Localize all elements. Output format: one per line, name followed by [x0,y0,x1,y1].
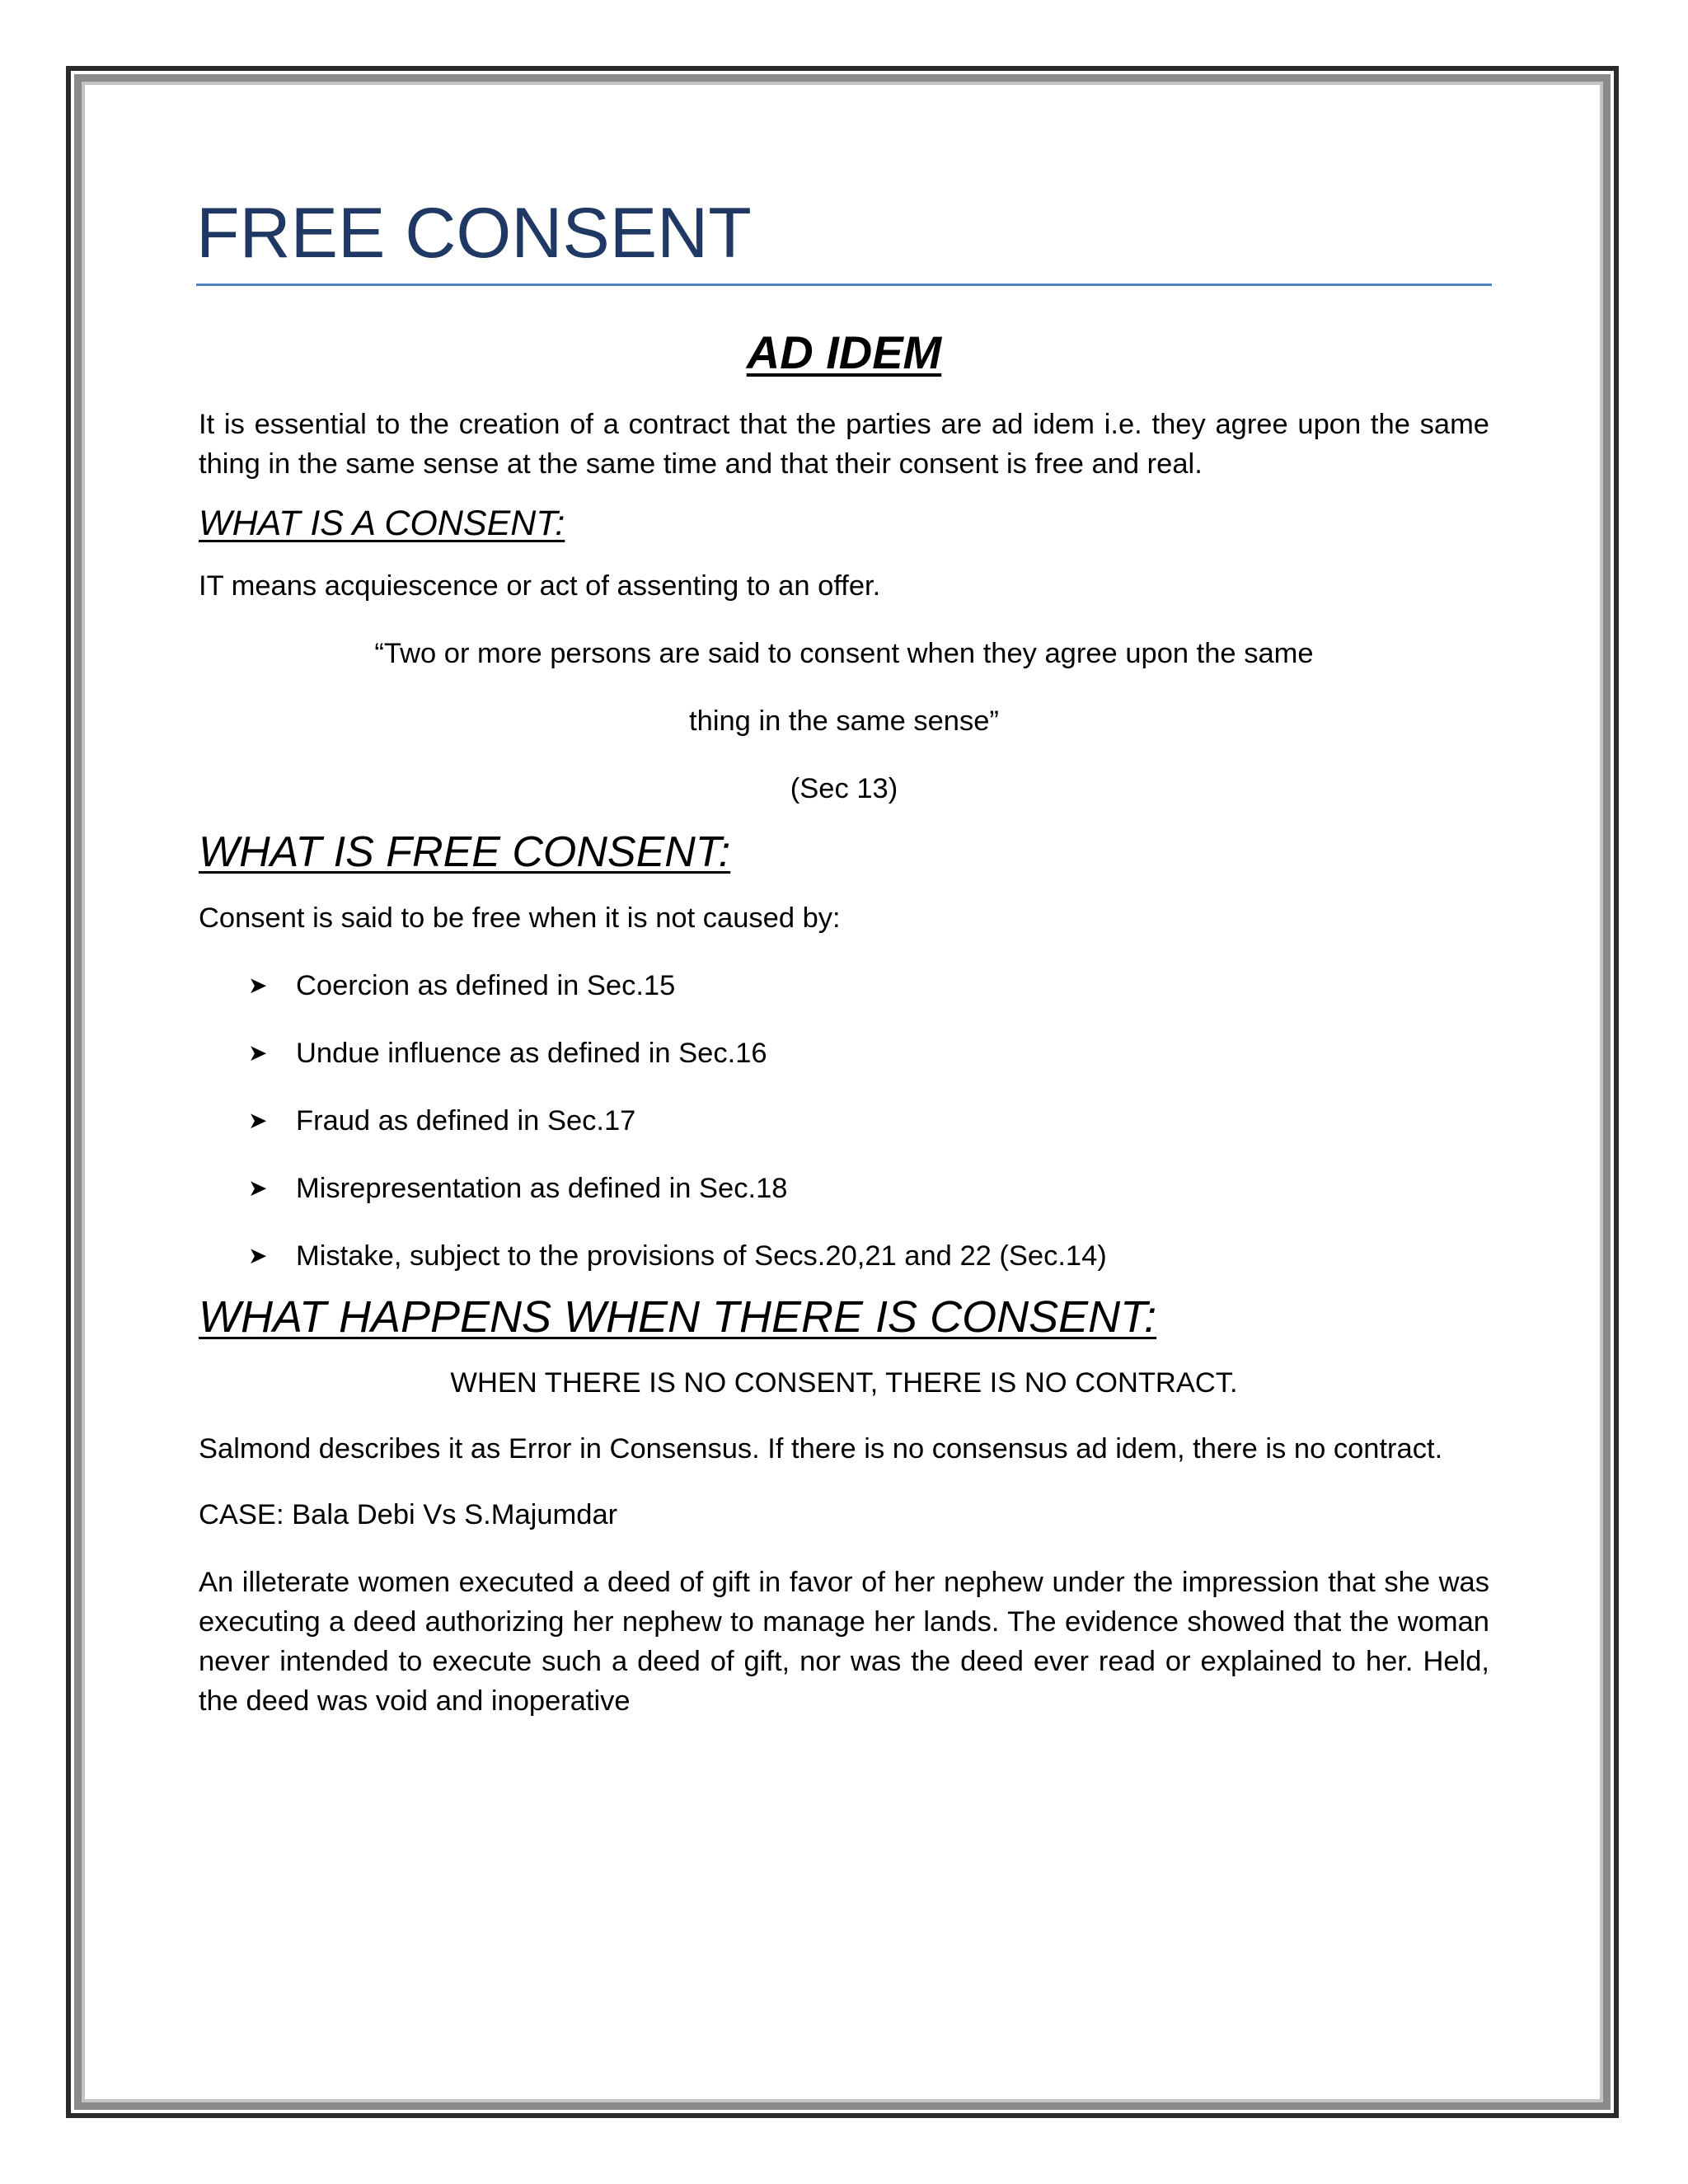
document-body [196,194,1489,1721]
list-item [199,1033,1489,1073]
quote-line-1: “Two or more persons are said to consent when they agree upon the same [374,638,1314,670]
list-item-text: Mistake, subject to the provisions of Secs.20,21 and 22 (Sec.14) [296,1240,1107,1272]
no-consent-statement: WHEN THERE IS NO CONSENT, THERE IS NO CONTRACT. [450,1367,1238,1399]
list-item-text: Misrepresentation as defined in Sec.18 [296,1172,788,1204]
list-item [199,1236,1489,1276]
quote-line-2: thing in the same sense” [689,705,999,738]
salmond-paragraph: Salmond describes it as Error in Consensus. If there is no consensus ad idem, there is no contract. [199,1433,1443,1465]
page-title: FREE CONSENT [196,198,1492,286]
ad-idem-heading: AD IDEM [746,326,942,378]
arrow-bullet-icon: ➤ [248,971,268,999]
list-item-text: Fraud as defined in Sec.17 [296,1104,636,1137]
case-description: An illeterate women executed a deed of gift in favor of her nephew under the impression that she was executing a deed authorizing her nephew to manage her lands. The evidence showed that the woman never intended to execute such a deed of gift, nor was the deed ever read or explained to her. Held, the deed was void and inoperative [199,1567,1489,1718]
section-heading-free-consent: WHAT IS FREE CONSENT: [199,828,731,877]
list-item [199,1101,1489,1141]
list-item [199,1169,1489,1208]
intro-paragraph: It is essential to the creation of a contract that the parties are ad idem i.e. they agree upon the same thing in the same sense at the same time and that their consent is free and real. [199,408,1489,480]
section-heading-what-happens: WHAT HAPPENS WHEN THERE IS CONSENT: [199,1291,1157,1342]
case-title: CASE: Bala Debi Vs S.Majumdar [199,1499,618,1531]
list-item-text: Undue influence as defined in Sec.16 [296,1037,767,1069]
section-heading-what-is-consent: WHAT IS A CONSENT: [199,503,565,543]
quote-citation: (Sec 13) [790,773,898,805]
arrow-bullet-icon: ➤ [248,1174,268,1202]
arrow-bullet-icon: ➤ [248,1038,268,1066]
list-item-text: Coercion as defined in Sec.15 [296,969,676,1001]
consent-definition: IT means acquiescence or act of assenting to an offer. [199,570,881,602]
arrow-bullet-icon: ➤ [248,1106,268,1134]
free-consent-lead: Consent is said to be free when it is not caused by: [199,902,841,934]
list-item [199,966,1489,1005]
arrow-bullet-icon: ➤ [248,1241,268,1269]
free-consent-list [199,966,1489,1276]
